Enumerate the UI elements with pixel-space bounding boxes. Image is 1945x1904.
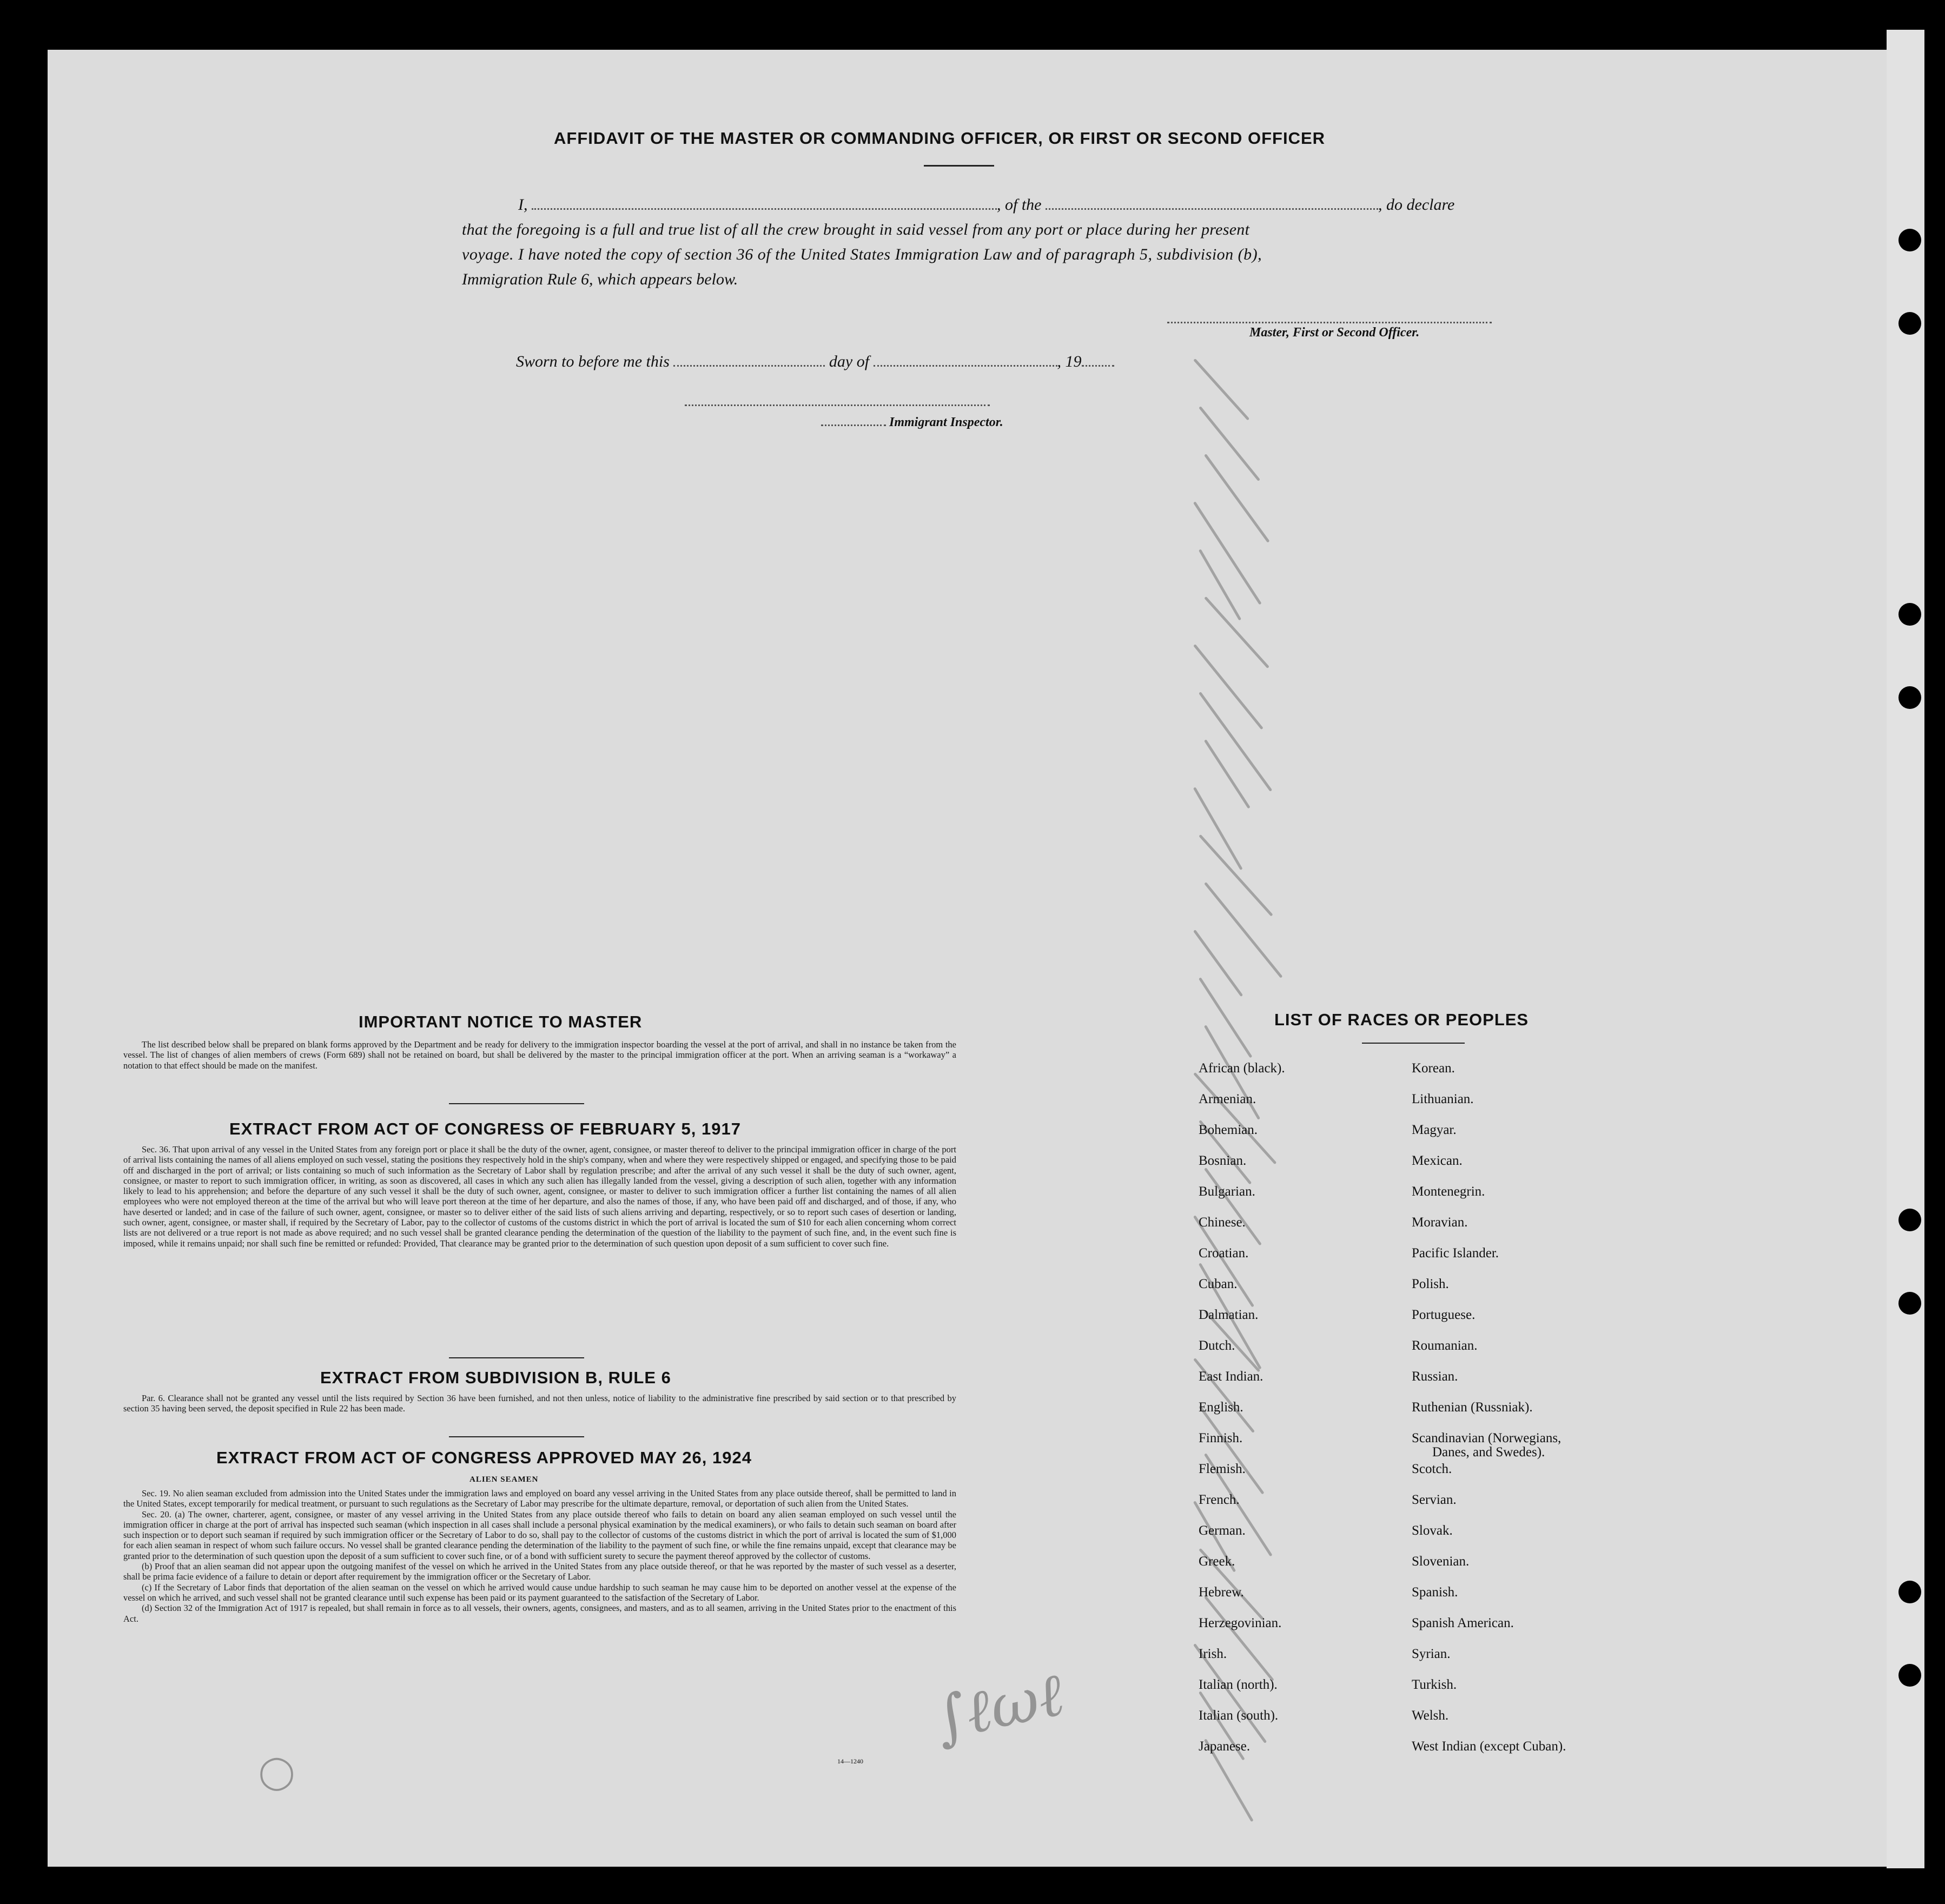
race-item-right: Slovenian.	[1412, 1554, 1470, 1569]
inspector-signature-line	[685, 404, 990, 406]
race-item-right: Lithuanian.	[1412, 1092, 1474, 1106]
pencil-stroke	[1204, 882, 1282, 978]
race-item-left: Greek.	[1199, 1554, 1235, 1569]
race-item-right: Spanish.	[1412, 1585, 1458, 1600]
pencil-stroke	[1204, 739, 1251, 809]
handwritten-signature: ∫ℓωℓ	[929, 1659, 1070, 1754]
race-item-left: French.	[1199, 1492, 1240, 1507]
section-divider	[449, 1357, 584, 1358]
race-item-right: Ruthenian (Russniak).	[1412, 1400, 1533, 1415]
race-item-right: West Indian (except Cuban).	[1412, 1739, 1566, 1754]
notice-title: IMPORTANT NOTICE TO MASTER	[359, 1012, 643, 1031]
extract-1924-body	[123, 1488, 956, 1624]
race-item-left: Armenian.	[1199, 1092, 1256, 1106]
do-declare-label: , do declare	[1378, 196, 1455, 214]
extract-1917-title: EXTRACT FROM ACT OF CONGRESS OF FEBRUARY 5, 1917	[229, 1119, 741, 1138]
race-item-left: Chinese.	[1199, 1215, 1246, 1230]
race-item-right: Russian.	[1412, 1369, 1458, 1384]
race-item-right: Pacific Islander.	[1412, 1246, 1499, 1261]
punch-hole	[1898, 312, 1921, 335]
affidavit-line-1	[518, 196, 1454, 214]
pencil-stroke	[1193, 930, 1243, 997]
race-item-left: Hebrew.	[1199, 1585, 1244, 1600]
vessel-blank	[1046, 208, 1378, 210]
race-item-left: German.	[1199, 1523, 1246, 1538]
extract-rule6-body	[123, 1393, 956, 1414]
master-signature-line	[1167, 322, 1492, 323]
master-signature-label: Master, First or Second Officer.	[1249, 326, 1420, 340]
sworn-label: Sworn to before me this	[516, 353, 670, 370]
inspector-label: Immigrant Inspector.	[889, 415, 1003, 429]
inspector-blank	[821, 424, 886, 426]
sworn-line	[516, 353, 1114, 371]
sec-20a-paragraph: Sec. 20. (a) The owner, charterer, agent, consignee, or master of any vessel arriving in the United States from any place outside thereof who fails to detain on board any alien seaman employed on such vessel until the immigration officer in charge at the port of arrival has inspected such seaman (which inspection in all cases shall include a personal physical examination by the medical examiners), or who fails to detain such seaman on board after such inspection or to deport such seaman if required by such immigration officer or the Secretary of Labor to do so, shall pay to the collector of customs of the customs district in which the port of arrival is located the sum of $1,000 for each alien seaman in respect of whom such failure occurs. No vessel shall be granted clearance pending the determination of the liability to the payment of such fine, or while the fine remains unpaid, except that clearance may be granted prior to the determination of such question upon the deposit of a sum sufficient to cover such fine, or of a bond with sufficient surety to secure the payment thereof approved by the collector of customs.	[123, 1509, 956, 1561]
sec-20b-paragraph: (b) Proof that an alien seaman did not appear upon the outgoing manifest of the vessel on which he arrived in the United States from any place outside thereof, or that he was reported by the master of such vessel as a deserter, shall be prima facie evidence of a failure to detain or deport after requirement by the immigration officer or the Secretary of Labor.	[123, 1561, 956, 1582]
binder-strip	[1887, 30, 1924, 1868]
race-item-left: Italian (north).	[1199, 1677, 1278, 1692]
year-blank	[1082, 365, 1114, 367]
pencil-stroke	[1193, 1072, 1276, 1165]
race-item-left: Flemish.	[1199, 1462, 1246, 1476]
races-title-underline	[1362, 1043, 1465, 1044]
affidavit-title: AFFIDAVIT OF THE MASTER OR COMMANDING OFFICER, OR FIRST OR SECOND OFFICER	[554, 129, 1326, 148]
inspector-line	[821, 415, 1003, 430]
race-item-right: Polish.	[1412, 1277, 1449, 1291]
pencil-stroke	[1199, 977, 1253, 1058]
pencil-stroke	[1199, 692, 1272, 792]
sec-20d-paragraph: (d) Section 32 of the Immigration Act of 1917 is repealed, but shall remain in force as to all vessels, their owners, agents, consignees, and masters, and as to all seamen, arriving in the United States prior to the enactment of this Act.	[123, 1603, 956, 1624]
pencil-stroke	[1199, 549, 1241, 620]
pencil-stroke	[1193, 644, 1263, 730]
punch-hole	[1898, 1209, 1921, 1231]
race-item-left: Finnish.	[1199, 1431, 1243, 1445]
extract-rule6-title: EXTRACT FROM SUBDIVISION B, RULE 6	[320, 1368, 671, 1387]
race-item-left: Dutch.	[1199, 1338, 1235, 1353]
pencil-stroke	[1204, 596, 1269, 668]
sworn-month-blank	[874, 365, 1057, 367]
race-item-left: Croatian.	[1199, 1246, 1249, 1261]
title-underline	[924, 165, 994, 167]
pencil-stroke	[1199, 834, 1273, 917]
race-item-right: Korean.	[1412, 1061, 1455, 1076]
par-6-paragraph: Par. 6. Clearance shall not be granted any vessel until the lists required by Section 36 have been furnished, and not then unless, notice of liability to the administrative fine prescribed by said section or to that prescribed by section 35 having been served, the deposit specified in Rule 22 has been made.	[123, 1393, 956, 1414]
section-divider	[449, 1436, 584, 1437]
race-item-right: Magyar.	[1412, 1123, 1457, 1137]
day-of-label: day of	[829, 353, 870, 370]
handwritten-mark: ◯	[259, 1753, 295, 1791]
pencil-stroke	[1204, 1167, 1262, 1246]
race-item-right: Spanish American.	[1412, 1616, 1514, 1630]
race-item-right: Scotch.	[1412, 1462, 1452, 1476]
notice-paragraph: The list described below shall be prepared on blank forms approved by the Department and be ready for delivery to the immigration inspector boarding the vessel at the port of arrival, and shall in no instance be taken from the vessel. The list of changes of alien members of crews (Form 689) shall not be retained on board, but shall be delivered by the master to the principal immigration officer at the port. When an arriving seaman is a “workaway” a notation to that effect should be made on the manifest.	[123, 1039, 956, 1071]
punch-hole	[1898, 229, 1921, 251]
sec-36-paragraph: Sec. 36. That upon arrival of any vessel in the United States from any foreign port or place it shall be the duty of the owner, agent, consignee, or master thereof to deliver to the principal immigration officer in charge of the port of arrival lists containing the names of all aliens employed on such vessel, stating the positions they respectively hold in the ship's company, when and where they were respectively shipped or engaged, and specifying those to be paid off and discharged in the port of arrival; or lists containing so much of such information as the Secretary of Labor shall by regulation prescribe; and after the arrival of any such vessel it shall be the duty of such owner, agent, consignee, or master to report to such immigration officer, in writing, as soon as discovered, all cases in which any such alien has illegally landed from the vessel, giving a description of such alien, together with any information likely to lead to his apprehension; and before the departure of any such vessel it shall be the duty of such owner, agent, consignee, or master to deliver to such immigration officer a further list containing the names of all alien employees who were not employed thereon at the time of the arrival but who will leave port thereon at the time of her departure, and also the names of those, if any, who have been paid off and discharged, and of those, if any, who have deserted or landed; and in case of the failure of such owner, agent, consignee, or master so to deliver either of the said lists of such aliens arriving and departing, respectively, or so to report such cases of desertion or landing, such owner, agent, consignee, or master shall, if required by the Secretary of Labor, pay to the collector of customs of the customs district in which the port of arrival is located the sum of $10 for each alien concerning whom correct lists are not delivered or a true report is not made as above required; and no such vessel shall be granted clearance pending the determination of the question of the liability to the payment of such fine, and, in the event such fine is imposed, while it remains unpaid; nor shall such fine be remitted or refunded: Provided, That clearance may be granted prior to the determination of such question upon deposit of a sum sufficient to cover such fine.	[123, 1144, 956, 1249]
form-number: 14—1240	[837, 1757, 863, 1765]
alien-seamen-subtitle: ALIEN SEAMEN	[469, 1475, 539, 1484]
race-item-left: Dalmatian.	[1199, 1308, 1259, 1322]
race-item-right: Turkish.	[1412, 1677, 1457, 1692]
pencil-stroke	[1204, 1596, 1274, 1682]
document-page	[48, 50, 1887, 1867]
year-label: , 19	[1057, 353, 1082, 370]
section-divider	[449, 1103, 584, 1104]
race-item-left: Bulgarian.	[1199, 1184, 1255, 1199]
punch-hole	[1898, 1292, 1921, 1315]
race-item-left: Bosnian.	[1199, 1153, 1247, 1168]
race-item-right: Moravian.	[1412, 1215, 1468, 1230]
race-item-right: Servian.	[1412, 1492, 1457, 1507]
race-item-left: Japanese.	[1199, 1739, 1251, 1754]
punch-hole	[1898, 1664, 1921, 1687]
race-item-left: English.	[1199, 1400, 1243, 1415]
sec-20c-paragraph: (c) If the Secretary of Labor finds that deportation of the alien seaman on the vessel on which he arrived would cause undue hardship to such seaman he may cause him to be deported on another vessel at the expense of the vessel on which he arrived, and such vessel shall not be granted clearance until such expense has been paid or its payment guaranteed to the satisfaction of the Secretary of Labor.	[123, 1582, 956, 1603]
extract-1917-body	[123, 1144, 956, 1249]
extract-1924-title: EXTRACT FROM ACT OF CONGRESS APPROVED MAY 26, 1924	[216, 1448, 752, 1467]
punch-hole	[1898, 603, 1921, 626]
affidavit-line-4: Immigration Rule 6, which appears below.	[462, 270, 738, 288]
notice-body	[123, 1039, 956, 1071]
sworn-day-blank	[673, 365, 825, 367]
race-item-right: Mexican.	[1412, 1153, 1463, 1168]
of-the-label: , of the	[997, 196, 1042, 214]
pencil-stroke	[1199, 1405, 1265, 1495]
name-blank	[532, 208, 997, 210]
affidavit-line-3: voyage. I have noted the copy of section 36 of the United States Immigration Law and of paragraph 5, subdivision (b),	[462, 246, 1262, 263]
race-item-right: Portuguese.	[1412, 1308, 1476, 1322]
race-item-left: Cuban.	[1199, 1277, 1238, 1291]
race-item-right: Danes, and Swedes).	[1432, 1445, 1545, 1459]
race-item-left: Herzegovinian.	[1199, 1616, 1282, 1630]
punch-hole	[1898, 1581, 1921, 1603]
race-item-right: Scandinavian (Norwegians,	[1412, 1431, 1562, 1445]
race-item-left: Italian (south).	[1199, 1708, 1279, 1723]
sec-19-paragraph: Sec. 19. No alien seaman excluded from admission into the United States under the immigration laws and employed on board any vessel arriving in the United States from any place outside thereof, shall be permitted to land in the United States, except temporarily for medical treatment, or pursuant to such regulations as the Secretary of Labor may prescribe for the ultimate departure, removal, or deportation of such alien from the United States.	[123, 1488, 956, 1509]
race-item-right: Montenegrin.	[1412, 1184, 1485, 1199]
race-item-left: Bohemian.	[1199, 1123, 1258, 1137]
race-item-left: Irish.	[1199, 1647, 1227, 1661]
race-item-right: Syrian.	[1412, 1647, 1451, 1661]
i-label: I,	[518, 196, 528, 214]
race-item-right: Slovak.	[1412, 1523, 1453, 1538]
race-item-left: East Indian.	[1199, 1369, 1263, 1384]
races-title: LIST OF RACES OR PEOPLES	[1274, 1010, 1529, 1029]
race-item-right: Roumanian.	[1412, 1338, 1478, 1353]
race-item-right: Welsh.	[1412, 1708, 1449, 1723]
race-item-left: African (black).	[1199, 1061, 1285, 1076]
affidavit-line-2: that the foregoing is a full and true list of all the crew brought in said vessel from any port or place during her present	[462, 221, 1250, 238]
punch-hole	[1898, 686, 1921, 709]
pencil-stroke	[1199, 406, 1260, 481]
